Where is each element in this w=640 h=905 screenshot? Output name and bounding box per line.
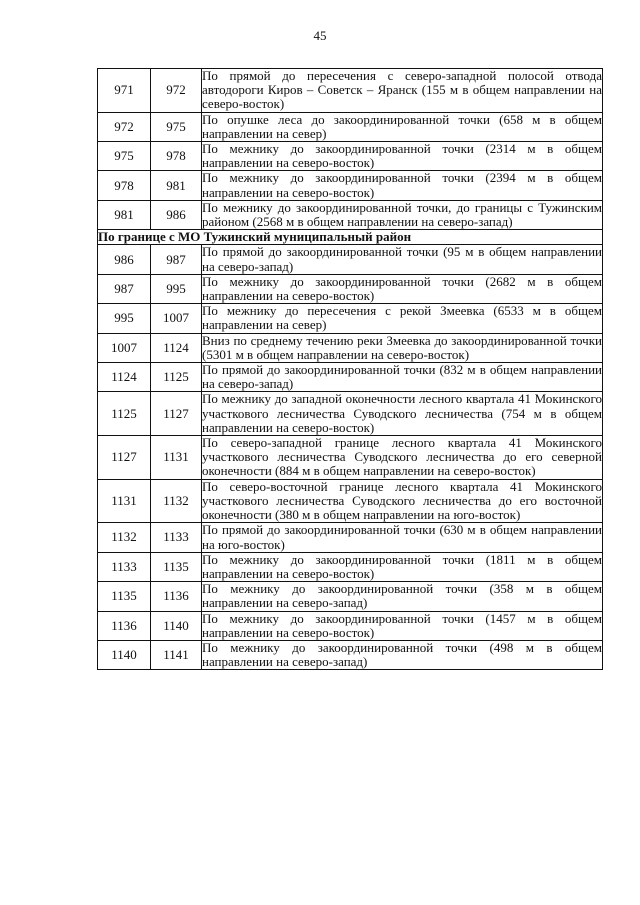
segment-description: По межнику до закоординированной точки (1457 м в общем направлении на северо-восток): [202, 610, 602, 640]
boundary-table-body: [98, 69, 603, 670]
segment-description: По прямой до пересечения с северо-западной полосой отвода автодороги Киров – Советск – Яранск (155 м в общем направлении на северо-восток): [202, 68, 602, 112]
from-point: 1132: [98, 523, 151, 552]
segment-description: По прямой до закоординированной точки (95 м в общем направлении на северо-запад): [202, 244, 602, 274]
from-point: 981: [98, 200, 151, 229]
table-row: [98, 112, 603, 141]
to-point: 981: [151, 171, 202, 200]
from-point: 1125: [98, 392, 151, 436]
to-point: 987: [151, 245, 202, 274]
segment-description: По прямой до закоординированной точки (832 м в общем направлении на северо-запад): [202, 362, 602, 392]
segment-description: Вниз по среднему течению реки Змеевка до закоординированной точки (5301 м в общем направлении на северо-восток): [202, 332, 602, 362]
segment-description: По межнику до закоординированной точки (2394 м в общем направлении на северо-восток): [202, 170, 602, 200]
segment-description: По межнику до закоординированной точки (2682 м в общем направлении на северо-восток): [202, 273, 602, 304]
segment-description: По межнику до закоординированной точки, до границы с Тужинским районом (2568 м в общем направлении на северо-запад): [202, 199, 602, 230]
to-point: 975: [151, 112, 202, 141]
from-point: 1135: [98, 582, 151, 611]
table-row: [98, 69, 603, 113]
segment-description: По межнику до закоординированной точки (498 м в общем направлении на северо-запад): [202, 639, 602, 670]
table-row: [98, 142, 603, 171]
table-row: [98, 479, 603, 523]
boundary-table: [97, 68, 603, 670]
segment-description: По прямой до закоординированной точки (630 м в общем направлении на юго-восток): [202, 522, 602, 552]
from-point: 978: [98, 171, 151, 200]
table-row: [98, 274, 603, 303]
from-point: 1131: [98, 479, 151, 523]
table-row: [98, 363, 603, 392]
segment-description: По межнику до пересечения с рекой Змеевка (6533 м в общем направлении на север): [202, 303, 602, 333]
segment-description: По межнику до западной оконечности лесного квартала 41 Мокинского участкового лесничества Суводского лесничества (754 м в общем направлении на северо-восток): [202, 391, 602, 435]
to-point: 986: [151, 200, 202, 229]
segment-description: По межнику до закоординированной точки (1811 м в общем направлении на северо-восток): [202, 551, 602, 581]
to-point: 1135: [151, 552, 202, 581]
table-row: [98, 523, 603, 552]
to-point: 1136: [151, 582, 202, 611]
to-point: 995: [151, 274, 202, 303]
table-row: [98, 582, 603, 611]
table-row: [98, 436, 603, 480]
to-point: 1125: [151, 363, 202, 392]
from-point: 987: [98, 274, 151, 303]
table-row: [98, 304, 603, 333]
to-point: 1140: [151, 611, 202, 640]
to-point: 1131: [151, 436, 202, 480]
table-row: [98, 200, 603, 229]
from-point: 986: [98, 245, 151, 274]
from-point: 1136: [98, 611, 151, 640]
from-point: 1133: [98, 552, 151, 581]
from-point: 995: [98, 304, 151, 333]
from-point: 975: [98, 142, 151, 171]
table-row: [98, 611, 603, 640]
table-row: [98, 552, 603, 581]
section-heading: По границе с МО Тужинский муниципальный район: [98, 230, 603, 245]
from-point: 1140: [98, 640, 151, 669]
segment-description: По опушке леса до закоординированной точки (658 м в общем направлении на север): [202, 111, 602, 141]
segment-description: По межнику до закоординированной точки (358 м в общем направлении на северо-запад): [202, 581, 602, 611]
to-point: 1007: [151, 304, 202, 333]
to-point: 1132: [151, 479, 202, 523]
to-point: 972: [151, 69, 202, 113]
from-point: 1124: [98, 363, 151, 392]
segment-description: По северо-западной границе лесного квартала 41 Мокинского участкового лесничества Суводского лесничества до его северной оконечности (884 м в общем направлении на северо-восток): [202, 435, 602, 479]
from-point: 972: [98, 112, 151, 141]
table-row: [98, 333, 603, 362]
table-row: [98, 171, 603, 200]
from-point: 1127: [98, 436, 151, 480]
to-point: 1133: [151, 523, 202, 552]
to-point: 978: [151, 142, 202, 171]
to-point: 1124: [151, 333, 202, 362]
segment-description: По межнику до закоординированной точки (2314 м в общем направлении на северо-восток): [202, 141, 602, 171]
table-row: [98, 640, 603, 669]
to-point: 1141: [151, 640, 202, 669]
page-number: 45: [313, 28, 327, 43]
segment-description: По северо-восточной границе лесного квартала 41 Мокинского участкового лесничества Суводского лесничества до его восточной оконечности (380 м в общем направлении на юго-восток): [202, 478, 602, 523]
section-row: [98, 230, 603, 245]
to-point: 1127: [151, 392, 202, 436]
from-point: 971: [98, 69, 151, 113]
from-point: 1007: [98, 333, 151, 362]
table-row: [98, 392, 603, 436]
table-row: [98, 245, 603, 274]
